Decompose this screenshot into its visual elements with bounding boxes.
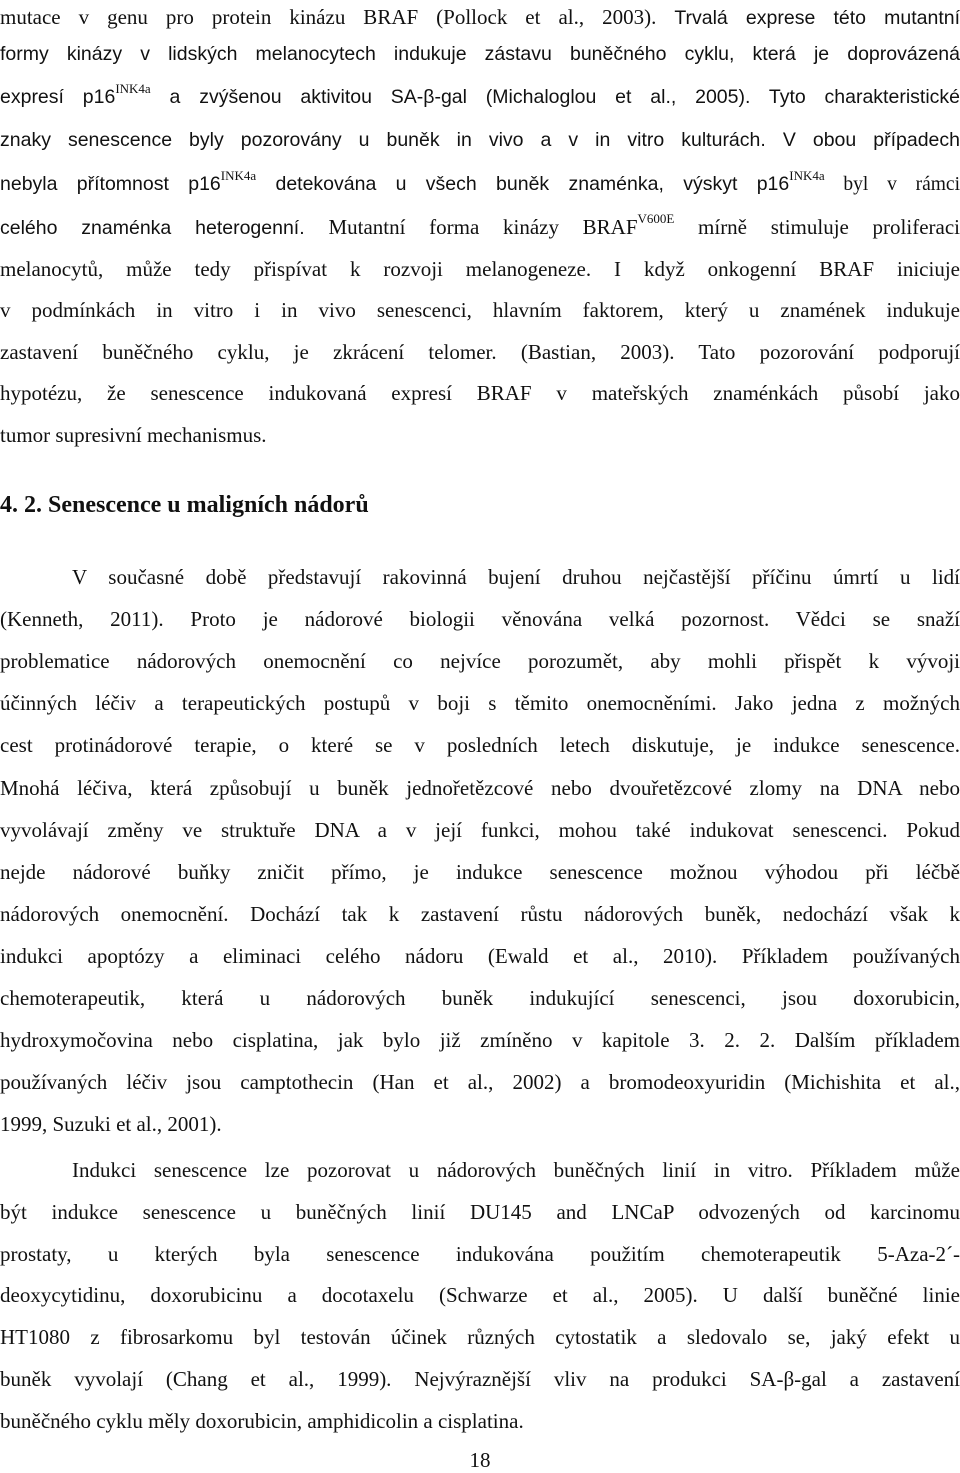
text-line: hydroxymočovina nebo cisplatina, jak bylo již zmíněno v kapitole 3. 2. 2. Dalším příkladem — [0, 1028, 960, 1053]
text-fragment: Mutantní forma kinázy BRAF — [328, 215, 638, 239]
text-line: indukci apoptózy a eliminaci celého nádoru (Ewald et al., 2010). Příkladem používaných — [0, 943, 960, 968]
text-fragment: a zvýšenou aktivitou SA-β-gal (Michaloglou et al., 2005). Tyto charakteristické — [150, 86, 960, 108]
text-line: problematice nádorových onemocnění co nejvíce porozumět, aby mohli přispět k vývoji — [0, 649, 960, 674]
text-line — [0, 4, 960, 31]
text-line: hypotézu, že senescence indukovaná expresí BRAF v mateřských znaménkách působí jako — [0, 381, 960, 405]
page-number: 18 — [469, 1448, 491, 1472]
text-fragment: byl v rámci — [824, 174, 960, 195]
superscript: INK4a — [789, 167, 825, 183]
superscript: V600E — [637, 211, 675, 226]
text-line: být indukce senescence u buněčných linií DU145 and LNCaP odvozených od karcinomu — [0, 1199, 960, 1224]
text-line: nádorových onemocnění. Dochází tak k zastavení růstu nádorových buněk, nedochází však k — [0, 901, 960, 926]
text-line: znaky senescence byly pozorovány u buněk in vivo a v in vitro kulturách. V obou případech — [0, 129, 960, 151]
section-heading: 4. 2. Senescence u maligních nádorů — [0, 492, 369, 518]
text-line: formy kinázy v lidských melanocytech indukuje zástavu buněčného cyklu, která je doprovázená — [0, 43, 960, 65]
text-fragment: celého znaménka heterogenní. — [0, 217, 329, 239]
text-line: nejde nádorové buňky zničit přímo, je indukce senescence možnou výhodou při léčbě — [0, 859, 960, 884]
text-line: chemoterapeutik, která u nádorových buněk indukující senescenci, jsou doxorubicin, — [0, 986, 960, 1010]
text-line: v podmínkách in vitro i in vivo senescenci, hlavním faktorem, který u znamének indukuje — [0, 298, 960, 322]
text-line: deoxycytidinu, doxorubicinu a docotaxelu (Schwarze et al., 2005). U další buněčné linie — [0, 1283, 960, 1308]
text-line: používaných léčiv jsou camptothecin (Han et al., 2002) a bromodeoxyuridin (Michishita et al., — [0, 1070, 960, 1095]
text-line: 1999, Suzuki et al., 2001). — [0, 1112, 222, 1137]
text-fragment: mutace v genu pro protein kinázu BRAF (Pollock et al., 2003). — [0, 5, 675, 29]
superscript: INK4a — [115, 80, 151, 96]
text-line: cest protinádorové terapie, o které se v posledních letech diskutuje, je indukce senescence. — [0, 733, 960, 758]
text-line: buněk vyvolají (Chang et al., 1999). Nejvýraznější vliv na produkci SA-β-gal a zastavení — [0, 1367, 960, 1391]
text-fragment: detekována u všech buněk znaménka, výskyt p16 — [256, 173, 790, 195]
text-fragment: expresí p16 — [0, 86, 116, 108]
text-line: Indukci senescence lze pozorovat u nádorových buněčných linií in vitro. Příkladem může — [72, 1158, 960, 1182]
text-line: účinných léčiv a terapeutických postupů v boji s těmito onemocněními. Jako jedna z možných — [0, 691, 960, 716]
text-line: melanocytů, může tedy přispívat k rozvoji melanogeneze. I když onkogenní BRAF iniciuje — [0, 257, 960, 281]
text-line: zastavení buněčného cyklu, je zkrácení telomer. (Bastian, 2003). Tato pozorování podporují — [0, 340, 960, 364]
text-fragment: nebyla přítomnost p16 — [0, 173, 221, 195]
text-line — [0, 211, 960, 241]
text-line: HT1080 z fibrosarkomu byl testován účinek různých cytostatik a sledovalo se, jaký efekt u — [0, 1325, 960, 1350]
text-line: (Kenneth, 2011). Proto je nádorové biologii věnována velká pozornost. Vědci se snaží — [0, 607, 960, 632]
text-line: buněčného cyklu měly doxorubicin, amphidicolin a cisplatina. — [0, 1408, 524, 1433]
text-fragment: Trvalá exprese této mutantní — [674, 7, 960, 29]
text-line: Mnohá léčiva, která způsobují u buněk jednořetězcové nebo dvouřetězcové zlomy na DNA nebo — [0, 775, 960, 800]
text-line — [0, 80, 960, 110]
text-line: vyvolávají změny ve struktuře DNA a v její funkci, mohou také indukovat senescenci. Pokud — [0, 817, 960, 842]
text-line — [0, 167, 960, 198]
text-line: prostaty, u kterých byla senescence indukována použitím chemoterapeutik 5-Aza-2´- — [0, 1241, 960, 1266]
text-fragment: mírně stimuluje proliferaci — [674, 215, 960, 239]
text-line: tumor supresivní mechanismus. — [0, 423, 267, 447]
superscript: INK4a — [220, 167, 257, 183]
text-line: V současné době představují rakovinná bujení druhou nejčastější příčinu úmrtí u lidí — [72, 565, 960, 589]
